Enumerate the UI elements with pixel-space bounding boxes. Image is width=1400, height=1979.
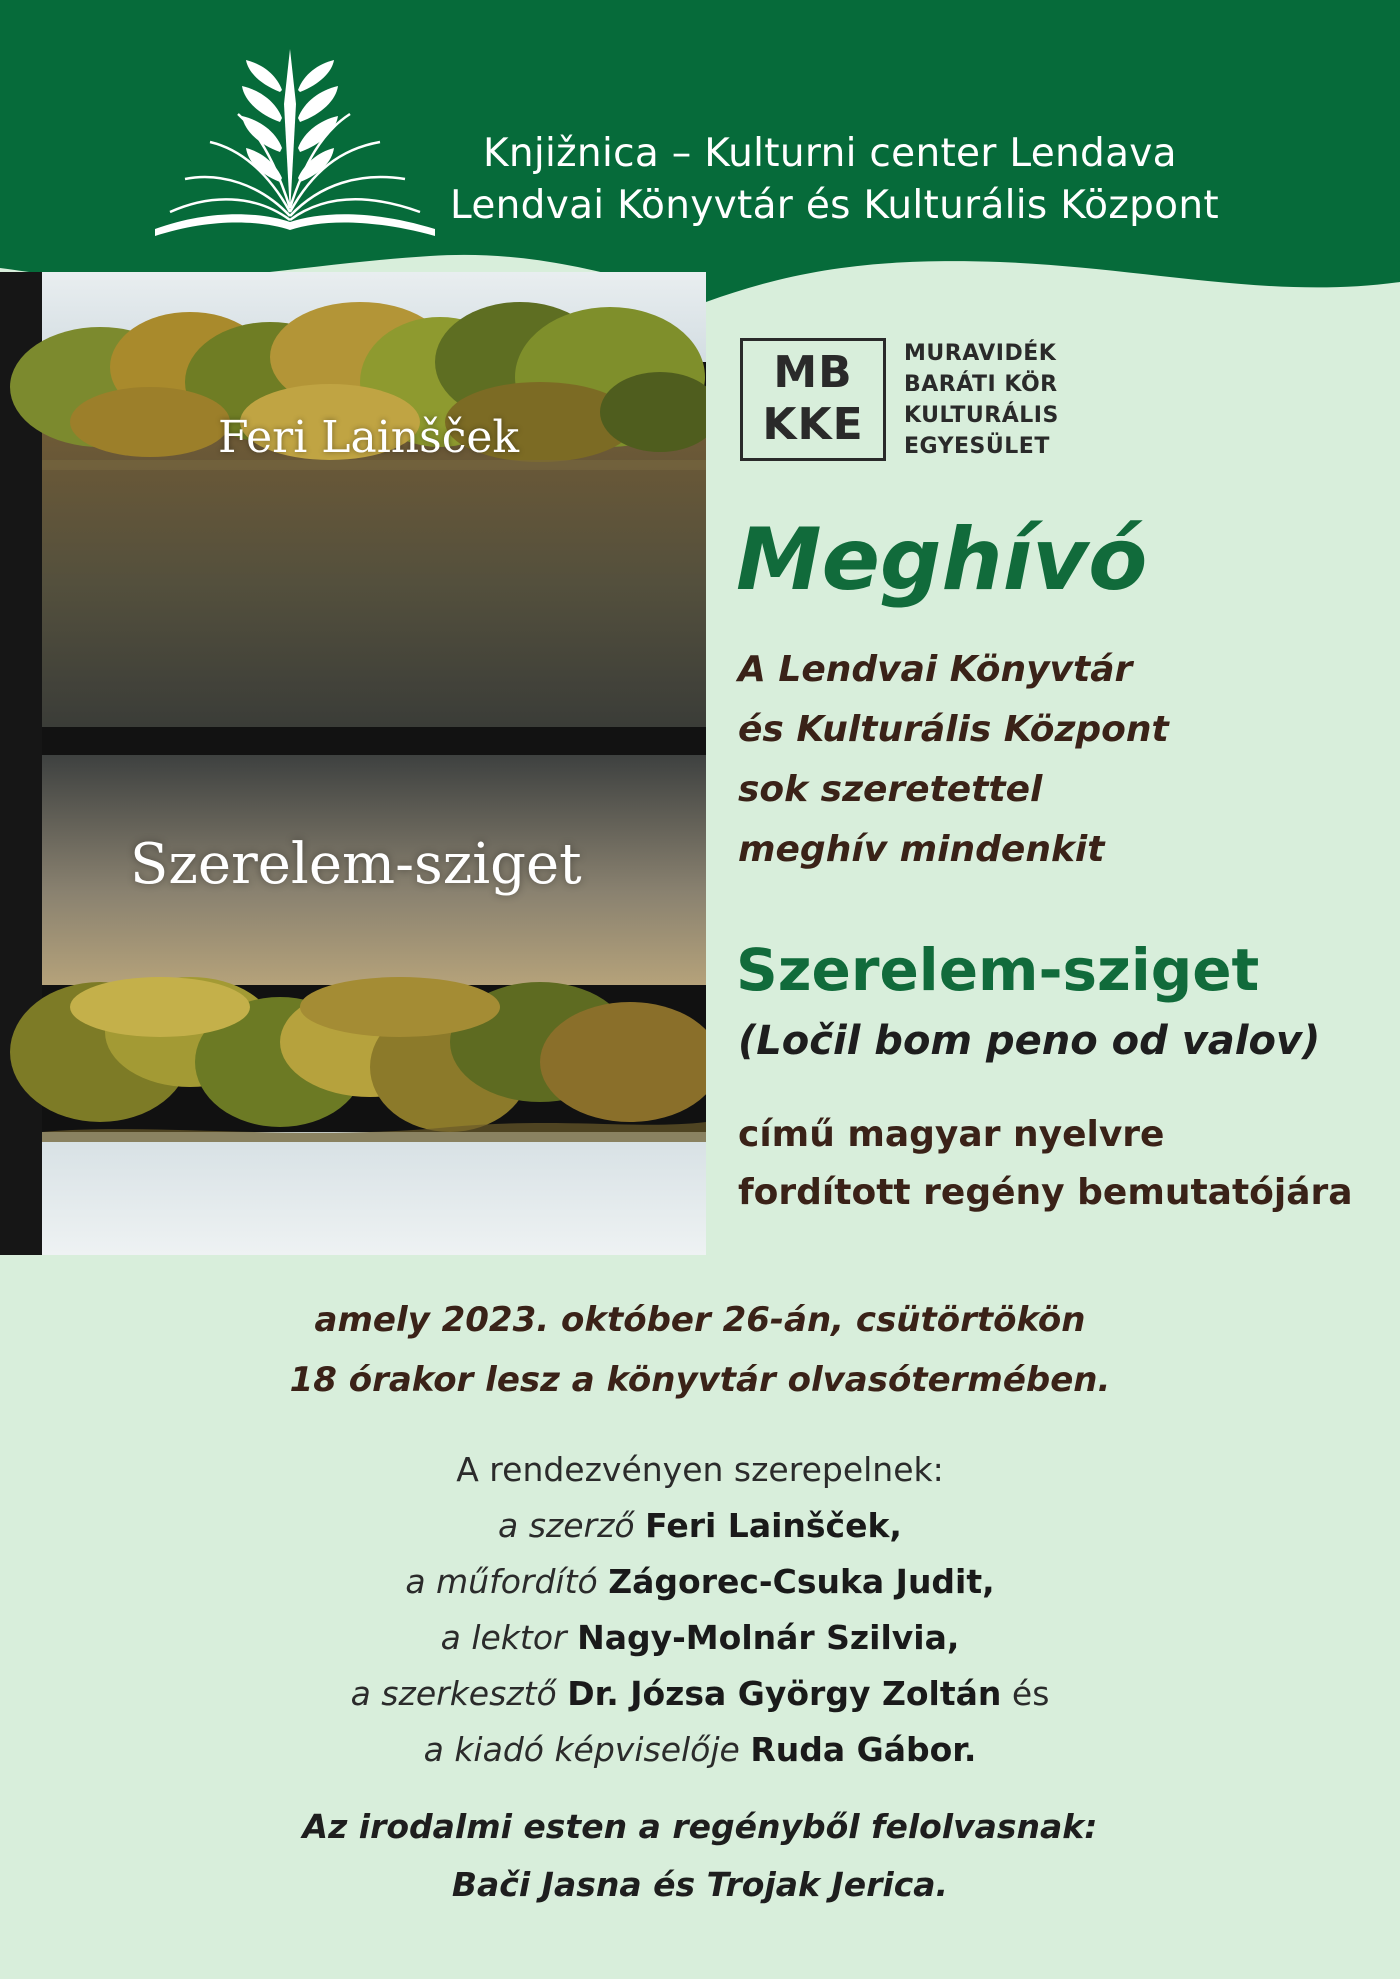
book-subtitle: (Ločil bom peno od valov): [738, 1018, 1321, 1064]
performer-name: Dr. Józsa György Zoltán: [567, 1674, 1002, 1713]
performer-role: a lektor: [440, 1618, 578, 1657]
performer-role: a műfordító: [405, 1562, 609, 1601]
reading-line: Bači Jasna és Trojak Jerica.: [451, 1865, 949, 1904]
performer-name: Zágorec-Csuka Judit,: [608, 1562, 995, 1601]
org-name-line: EGYESÜLET: [904, 434, 1050, 459]
performer-name: Feri Lainšček,: [645, 1506, 902, 1545]
book-title: Szerelem-sziget: [736, 936, 1260, 1004]
performer-row: [0, 1610, 1400, 1666]
when-line: amely 2023. október 26-án, csütörtökön: [314, 1300, 1086, 1340]
invitation-title: Meghívó: [736, 510, 1148, 610]
book-cover-image: [0, 272, 706, 1255]
performer-name: Nagy-Molnár Szilvia,: [577, 1618, 960, 1657]
intro-line: és Kulturális Központ: [738, 709, 1169, 750]
org-name-line: KULTURÁLIS: [904, 403, 1059, 428]
performer-role: a kiadó képviselője: [423, 1730, 751, 1769]
book-description: [738, 1106, 1398, 1222]
intro-line: sok szeretettel: [738, 769, 1043, 810]
performer-row: [0, 1666, 1400, 1722]
organization-name: [904, 338, 1124, 462]
performer-suffix: és: [1001, 1674, 1050, 1713]
performer-role: a szerző: [498, 1506, 646, 1545]
library-logo-icon: [150, 44, 440, 244]
organization-logo-mark: [740, 338, 886, 461]
reading-line: Az irodalmi esten a regényből felolvasnak:: [302, 1807, 1098, 1846]
event-time-place: [0, 1290, 1400, 1410]
invitation-intro: [738, 640, 1378, 880]
performer-row: [0, 1722, 1400, 1778]
org-name-line: BARÁTI KÖR: [904, 372, 1058, 397]
reading-info: [0, 1798, 1400, 1914]
performers-list: [0, 1442, 1400, 1778]
performer-row: [0, 1498, 1400, 1554]
logo-line-2: KKE: [762, 399, 864, 450]
library-names: [450, 128, 1350, 232]
cover-author: Feri Lainšček: [218, 412, 520, 463]
library-name-slovene: Knjižnica – Kulturni center Lendava: [483, 131, 1177, 176]
book-desc-line: fordított regény bemutatójára: [738, 1172, 1353, 1213]
logo-line-1: MB: [773, 347, 853, 398]
org-name-line: MURAVIDÉK: [904, 341, 1057, 366]
intro-line: A Lendvai Könyvtár: [738, 649, 1133, 690]
performers-heading: A rendezvényen szerepelnek:: [456, 1450, 944, 1489]
book-desc-line: című magyar nyelvre: [738, 1114, 1165, 1155]
cover-title: Szerelem-sziget: [130, 832, 582, 897]
performer-role: a szerkesztő: [350, 1674, 568, 1713]
performer-name: Ruda Gábor.: [750, 1730, 977, 1769]
library-name-hungarian: Lendvai Könyvtár és Kulturális Központ: [450, 183, 1219, 228]
when-line: 18 órakor lesz a könyvtár olvasótermében.: [289, 1360, 1111, 1400]
performer-row: [0, 1554, 1400, 1610]
intro-line: meghív mindenkit: [738, 829, 1105, 870]
